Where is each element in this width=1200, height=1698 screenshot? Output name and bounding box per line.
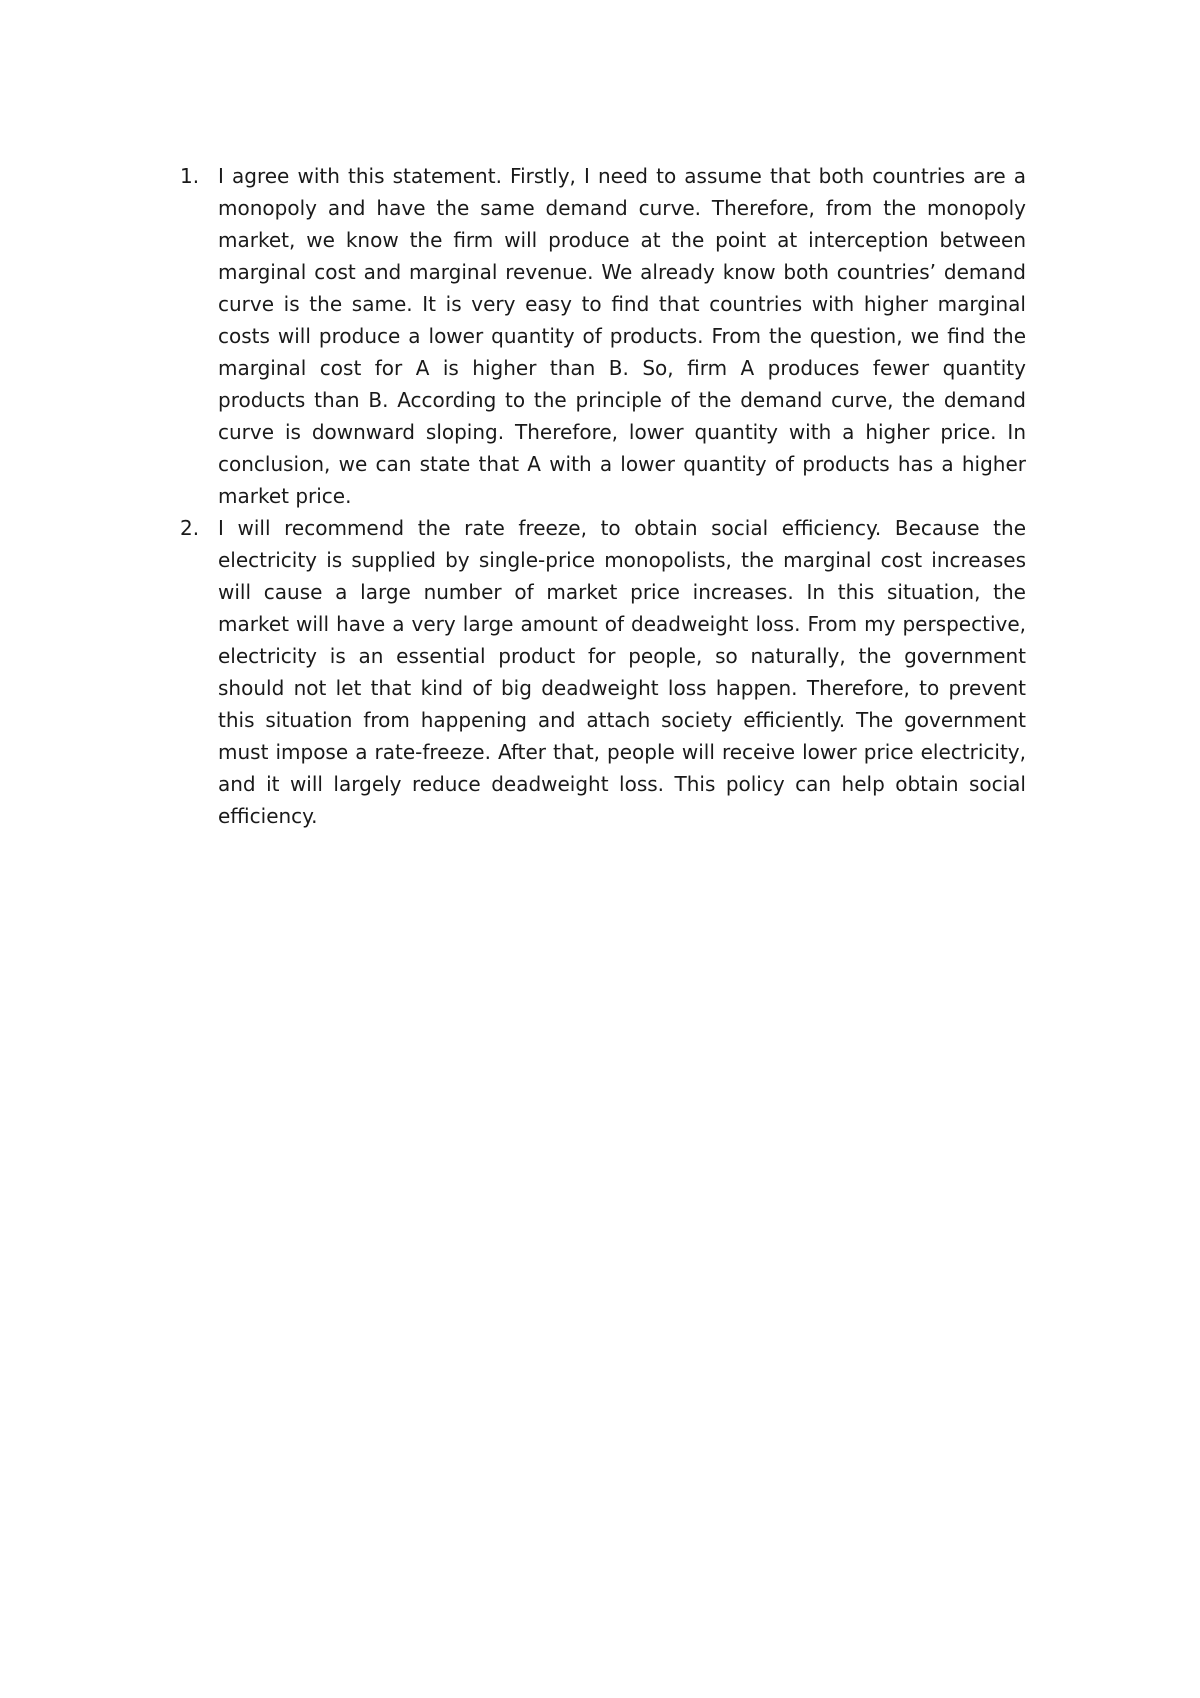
answer-item-2 [180, 512, 1026, 832]
answer-number: 2. [180, 516, 200, 540]
answer-list [180, 160, 1026, 832]
answer-text: I will recommend the rate freeze, to obtain social efficiency. Because the electricity is supplied by single-price monopolists, the marginal cost increases will cause a large number of market price increases. In this situation, the market will have a very large amount of deadweight loss. From my perspective, electricity is an essential product for people, so naturally, the government should not let that kind of big deadweight loss happen. Therefore, to prevent this situation from happening and attach society efficiently. The government must impose a rate-freeze. After that, people will receive lower price electricity, and it will largely reduce deadweight loss. This policy can help obtain social efficiency. [218, 516, 1026, 828]
answer-item-1 [180, 160, 1026, 512]
answer-number: 1. [180, 164, 200, 188]
answer-text: I agree with this statement. Firstly, I need to assume that both countries are a monopoly and have the same demand curve. Therefore, from the monopoly market, we know the firm will produce at the point at interception between marginal cost and marginal revenue. We already know both countries’ demand curve is the same. It is very easy to find that countries with higher marginal costs will produce a lower quantity of products. From the question, we find the marginal cost for A is higher than B. So, firm A produces fewer quantity products than B. According to the principle of the demand curve, the demand curve is downward sloping. Therefore, lower quantity with a higher price. In conclusion, we can state that A with a lower quantity of products has a higher market price. [218, 164, 1026, 508]
